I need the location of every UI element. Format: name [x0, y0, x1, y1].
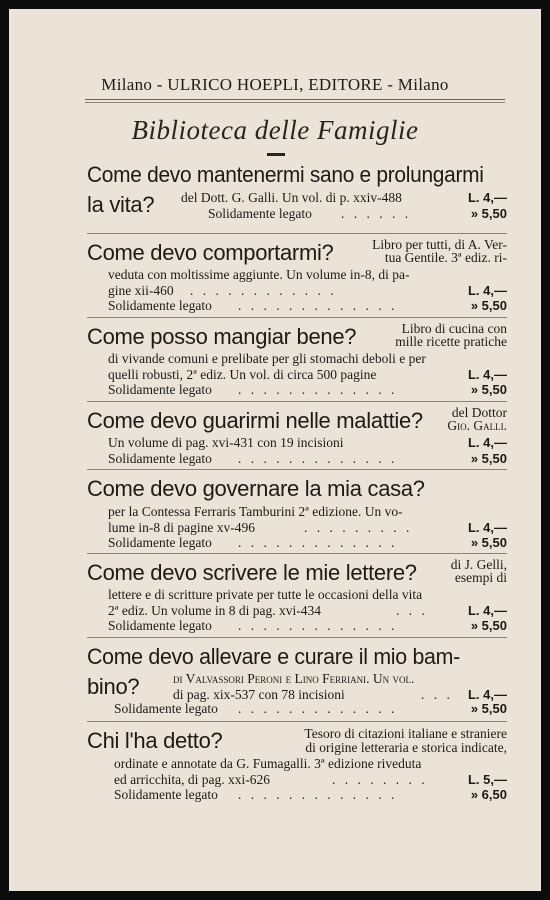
catalog-page — [9, 9, 541, 891]
entry-price: L. 4,— — [467, 366, 507, 382]
catalog-entry-1: Come devo mantenermi sano e prolungarmi la vita? del Dott. G. Galli. Un vol. di p. xxiv-488 L. 4,— Solidamente legato . . . . . . » 5,50 — [87, 162, 507, 221]
bound-label: Solidamente legato — [108, 535, 212, 550]
entry-description-cont: di pag. xix-537 con 78 incisioni — [173, 686, 345, 702]
entry-description: di Valvassori Peroni e Lino Ferriani. Un vol. — [173, 671, 415, 686]
entry-price: L. 4,— — [467, 190, 507, 205]
bound-price: » 5,50 — [470, 450, 507, 466]
entry-detail: veduta con moltissime aggiunte. Un volume in-8, di pa- — [108, 267, 410, 282]
entry-title-cont: bino? — [87, 674, 140, 699]
entry-detail: ordinate e annotate da G. Fumagalli. 3ª edizione riveduta — [114, 756, 422, 771]
entry-title: Come devo guarirmi nelle malattie? — [87, 408, 423, 433]
entry-title: Chi l'ha detto? — [87, 728, 223, 753]
bound-label: Solidamente legato — [114, 787, 218, 802]
entry-detail: per la Contessa Ferraris Tamburini 2ª edizione. Un vo- — [108, 504, 403, 519]
catalog-entry-6: Come devo scrivere le mie lettere? di J. Gelli, esempi di lettere e di scritture private per tutte le occasioni della vita 2ª ediz. Un volume in 8 di pag. xvi-434 . . . L. 4,— Solidamente legato . . . . . . . . . . . . . » 5,50 — [87, 557, 507, 633]
entry-description-cont: mille ricette pratiche — [395, 334, 507, 349]
bound-price: » 5,50 — [470, 205, 507, 221]
entry-description: Libro per tutti, di A. Ver- — [372, 237, 507, 252]
bound-label: Solidamente legato — [108, 382, 212, 397]
entry-detail-cont: lume in-8 di pagine xv-496 — [108, 519, 255, 535]
entry-divider — [87, 721, 507, 722]
bound-label: Solidamente legato — [208, 205, 312, 221]
entry-title: Come posso mangiar bene? — [87, 324, 357, 349]
catalog-entry-2: Come devo comportarmi? Libro per tutti, di A. Ver- tua Gentile. 3ª ediz. ri- veduta con moltissime aggiunte. Un volume in-8, di pa- gine xii-460 . . . . . . . . . . . . L. 4,— Solidamente legato . . . . . . . . . . . . . » 5,50 — [87, 237, 507, 313]
series-title: Biblioteca delle Famiglie — [131, 115, 419, 145]
entry-detail-cont: ed arricchita, di pag. xxi-626 — [114, 771, 270, 787]
entry-description: di J. Gelli, — [450, 557, 507, 572]
entry-description: del Dott. G. Galli. Un vol. di p. xxiv-488 — [181, 190, 402, 205]
bound-price: » 6,50 — [470, 787, 507, 802]
entry-title: Come devo governare la mia casa? — [87, 476, 425, 501]
publisher-header: Milano - ULRICO HOEPLI, EDITORE - Milano — [101, 75, 449, 94]
entry-description: Libro di cucina con — [401, 321, 507, 336]
entry-title: Come devo allevare e curare il mio bam- — [87, 644, 460, 669]
bound-label: Solidamente legato — [108, 618, 212, 633]
entry-price: L. 4,— — [467, 282, 507, 298]
bound-label: Solidamente legato — [108, 298, 212, 313]
entry-detail-cont: 2ª ediz. Un volume in 8 di pag. xvi-434 — [108, 602, 321, 618]
bound-label: Solidamente legato — [108, 450, 212, 466]
entry-title: Come devo mantenermi sano e prolungarmi — [87, 162, 484, 187]
entry-detail-cont: gine xii-460 — [108, 282, 174, 298]
entry-description-cont: di origine letteraria e storica indicate, — [305, 740, 507, 755]
entry-detail: di vivande comuni e prelibate per gli stomachi deboli e per — [108, 351, 426, 366]
entry-detail: Un volume di pag. xvi-431 con 19 incisioni — [108, 435, 344, 450]
entry-description: del Dottor — [451, 405, 507, 420]
catalog-entry-7: Come devo allevare e curare il mio bam- bino? di Valvassori Peroni e Lino Ferriani. Un vol. di pag. xix-537 con 78 incisioni . . . L. 4,— Solidamente legato . . . . . . . . . . . . . » 5,50 — [87, 644, 507, 716]
catalog-entry-3: Come posso mangiar bene? Libro di cucina con mille ricette pratiche di vivande comuni e prelibate per gli stomachi deboli e per quelli robusti, 2ª ediz. Un vol. di circa 500 pagine L. 4,— Solidamente legato . . . . . . . . . . . . . » 5,50 — [87, 321, 507, 397]
entry-description: Tesoro di citazioni italiane e straniere — [304, 726, 507, 741]
header-rule-bottom — [85, 102, 505, 103]
entry-divider — [87, 637, 507, 638]
entry-divider — [87, 469, 507, 470]
bound-price: » 5,50 — [470, 382, 507, 397]
entry-divider — [87, 233, 507, 234]
entry-title: Come devo scrivere le mie lettere? — [87, 560, 417, 585]
bound-price: » 5,50 — [470, 535, 507, 550]
header-rule-top — [85, 99, 505, 100]
entry-description-cont: tua Gentile. 3ª ediz. ri- — [384, 250, 507, 265]
entry-price: L. 4,— — [467, 602, 507, 618]
bound-price: » 5,50 — [470, 298, 507, 313]
entry-title-cont: la vita? — [87, 192, 155, 217]
entry-price: L. 4,— — [467, 686, 507, 702]
entry-divider — [87, 401, 507, 402]
series-ornament — [267, 153, 285, 156]
entry-title: Come devo comportarmi? — [87, 240, 334, 265]
entry-divider — [87, 317, 507, 318]
entry-price: L. 4,— — [467, 435, 507, 450]
entry-detail-cont: quelli robusti, 2ª ediz. Un vol. di circa 500 pagine — [108, 366, 377, 382]
bound-label: Solidamente legato — [114, 701, 218, 716]
catalog-entry-8: Chi l'ha detto? Tesoro di citazioni italiane e straniere di origine letteraria e storica indicate, ordinate e annotate da G. Fumagalli. 3ª edizione riveduta ed arricchita, di pag. xxi-626 . . . . . . . . L. 5,— Solidamente legato . . . . . . . . . . . . . » 6,50 — [87, 726, 507, 802]
entry-description-cont: esempi di — [454, 570, 507, 585]
bound-price: » 5,50 — [470, 701, 507, 716]
entry-detail: lettere e di scritture private per tutte le occasioni della vita — [108, 587, 423, 602]
entry-price: L. 4,— — [467, 519, 507, 535]
entry-divider — [87, 553, 507, 554]
bound-price: » 5,50 — [470, 618, 507, 633]
catalog-entry-5: Come devo governare la mia casa? per la Contessa Ferraris Tamburini 2ª edizione. Un vo- lume in-8 di pagine xv-496 . . . . . . . . . L. 4,— Solidamente legato . . . . . . . . . . . . . » 5,50 — [87, 476, 507, 550]
catalog-entry-4: Come devo guarirmi nelle malattie? del Dottor Gio. Galli. Un volume di pag. xvi-431 con 19 incisioni L. 4,— Solidamente legato . . . . . . . . . . . . . » 5,50 — [87, 405, 507, 466]
entry-description-cont: Gio. Galli. — [447, 418, 507, 433]
entry-price: L. 5,— — [467, 771, 507, 787]
